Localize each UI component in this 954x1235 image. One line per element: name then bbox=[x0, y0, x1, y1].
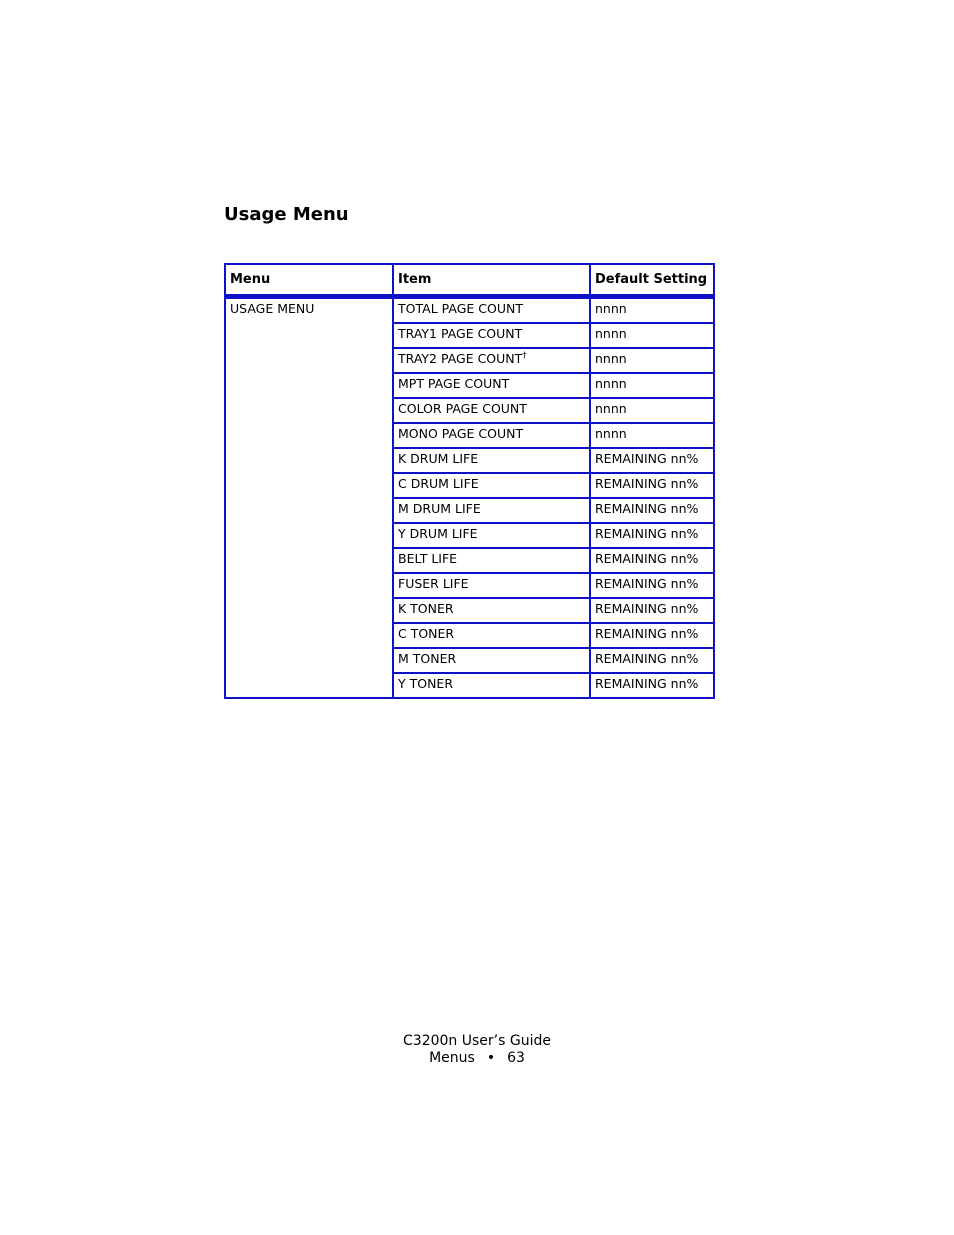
item-cell bbox=[393, 598, 590, 623]
default-cell: REMAINING nn% bbox=[590, 523, 714, 548]
item-cell bbox=[393, 398, 590, 423]
table-body bbox=[225, 297, 714, 699]
default-cell: REMAINING nn% bbox=[590, 648, 714, 673]
default-cell: nnnn bbox=[590, 373, 714, 398]
default-cell: nnnn bbox=[590, 323, 714, 348]
item-cell bbox=[393, 548, 590, 573]
item-cell bbox=[393, 648, 590, 673]
item-cell bbox=[393, 523, 590, 548]
item-label: Y TONER bbox=[398, 676, 454, 691]
item-label: C DRUM LIFE bbox=[398, 476, 479, 491]
item-label: TOTAL PAGE COUNT bbox=[398, 301, 523, 316]
table-header-row bbox=[225, 264, 714, 297]
default-cell: nnnn bbox=[590, 348, 714, 373]
item-cell bbox=[393, 297, 590, 324]
item-cell bbox=[393, 573, 590, 598]
item-label: C TONER bbox=[398, 626, 455, 641]
footer-page-info bbox=[0, 1050, 954, 1067]
default-cell: REMAINING nn% bbox=[590, 573, 714, 598]
item-label: M TONER bbox=[398, 651, 457, 666]
footer-guide-title: C3200n User’s Guide bbox=[403, 1033, 551, 1049]
usage-menu-table bbox=[224, 263, 715, 699]
footer-page-number: 63 bbox=[507, 1050, 525, 1066]
item-label: MPT PAGE COUNT bbox=[398, 376, 510, 391]
item-label: BELT LIFE bbox=[398, 551, 458, 566]
item-label: M DRUM LIFE bbox=[398, 501, 481, 516]
header-menu: Menu bbox=[225, 264, 393, 297]
default-cell: nnnn bbox=[590, 398, 714, 423]
default-cell: REMAINING nn% bbox=[590, 498, 714, 523]
default-cell: REMAINING nn% bbox=[590, 448, 714, 473]
item-cell bbox=[393, 673, 590, 698]
item-cell bbox=[393, 423, 590, 448]
item-cell bbox=[393, 623, 590, 648]
default-cell: REMAINING nn% bbox=[590, 673, 714, 698]
footer-section: Menus bbox=[429, 1050, 475, 1066]
item-label: Y DRUM LIFE bbox=[398, 526, 478, 541]
default-cell: nnnn bbox=[590, 297, 714, 324]
default-cell: nnnn bbox=[590, 423, 714, 448]
header-item: Item bbox=[393, 264, 590, 297]
item-label: FUSER LIFE bbox=[398, 576, 469, 591]
item-cell bbox=[393, 323, 590, 348]
item-label: TRAY2 PAGE COUNT bbox=[398, 351, 523, 366]
item-label: TRAY1 PAGE COUNT bbox=[398, 326, 523, 341]
default-cell: REMAINING nn% bbox=[590, 623, 714, 648]
footnote-dagger: † bbox=[522, 350, 527, 361]
table-row bbox=[225, 297, 714, 324]
default-cell: REMAINING nn% bbox=[590, 548, 714, 573]
item-label: K DRUM LIFE bbox=[398, 451, 479, 466]
item-cell bbox=[393, 373, 590, 398]
footer-separator: • bbox=[486, 1050, 496, 1066]
item-cell bbox=[393, 348, 590, 373]
default-cell: REMAINING nn% bbox=[590, 473, 714, 498]
default-cell: REMAINING nn% bbox=[590, 598, 714, 623]
item-cell bbox=[393, 448, 590, 473]
item-cell bbox=[393, 473, 590, 498]
item-label: K TONER bbox=[398, 601, 454, 616]
menu-name-cell: USAGE MENU bbox=[225, 297, 393, 699]
page-title: Usage Menu bbox=[224, 204, 349, 225]
item-cell bbox=[393, 498, 590, 523]
item-label: MONO PAGE COUNT bbox=[398, 426, 524, 441]
header-default-setting: Default Setting bbox=[590, 264, 714, 297]
item-label: COLOR PAGE COUNT bbox=[398, 401, 527, 416]
